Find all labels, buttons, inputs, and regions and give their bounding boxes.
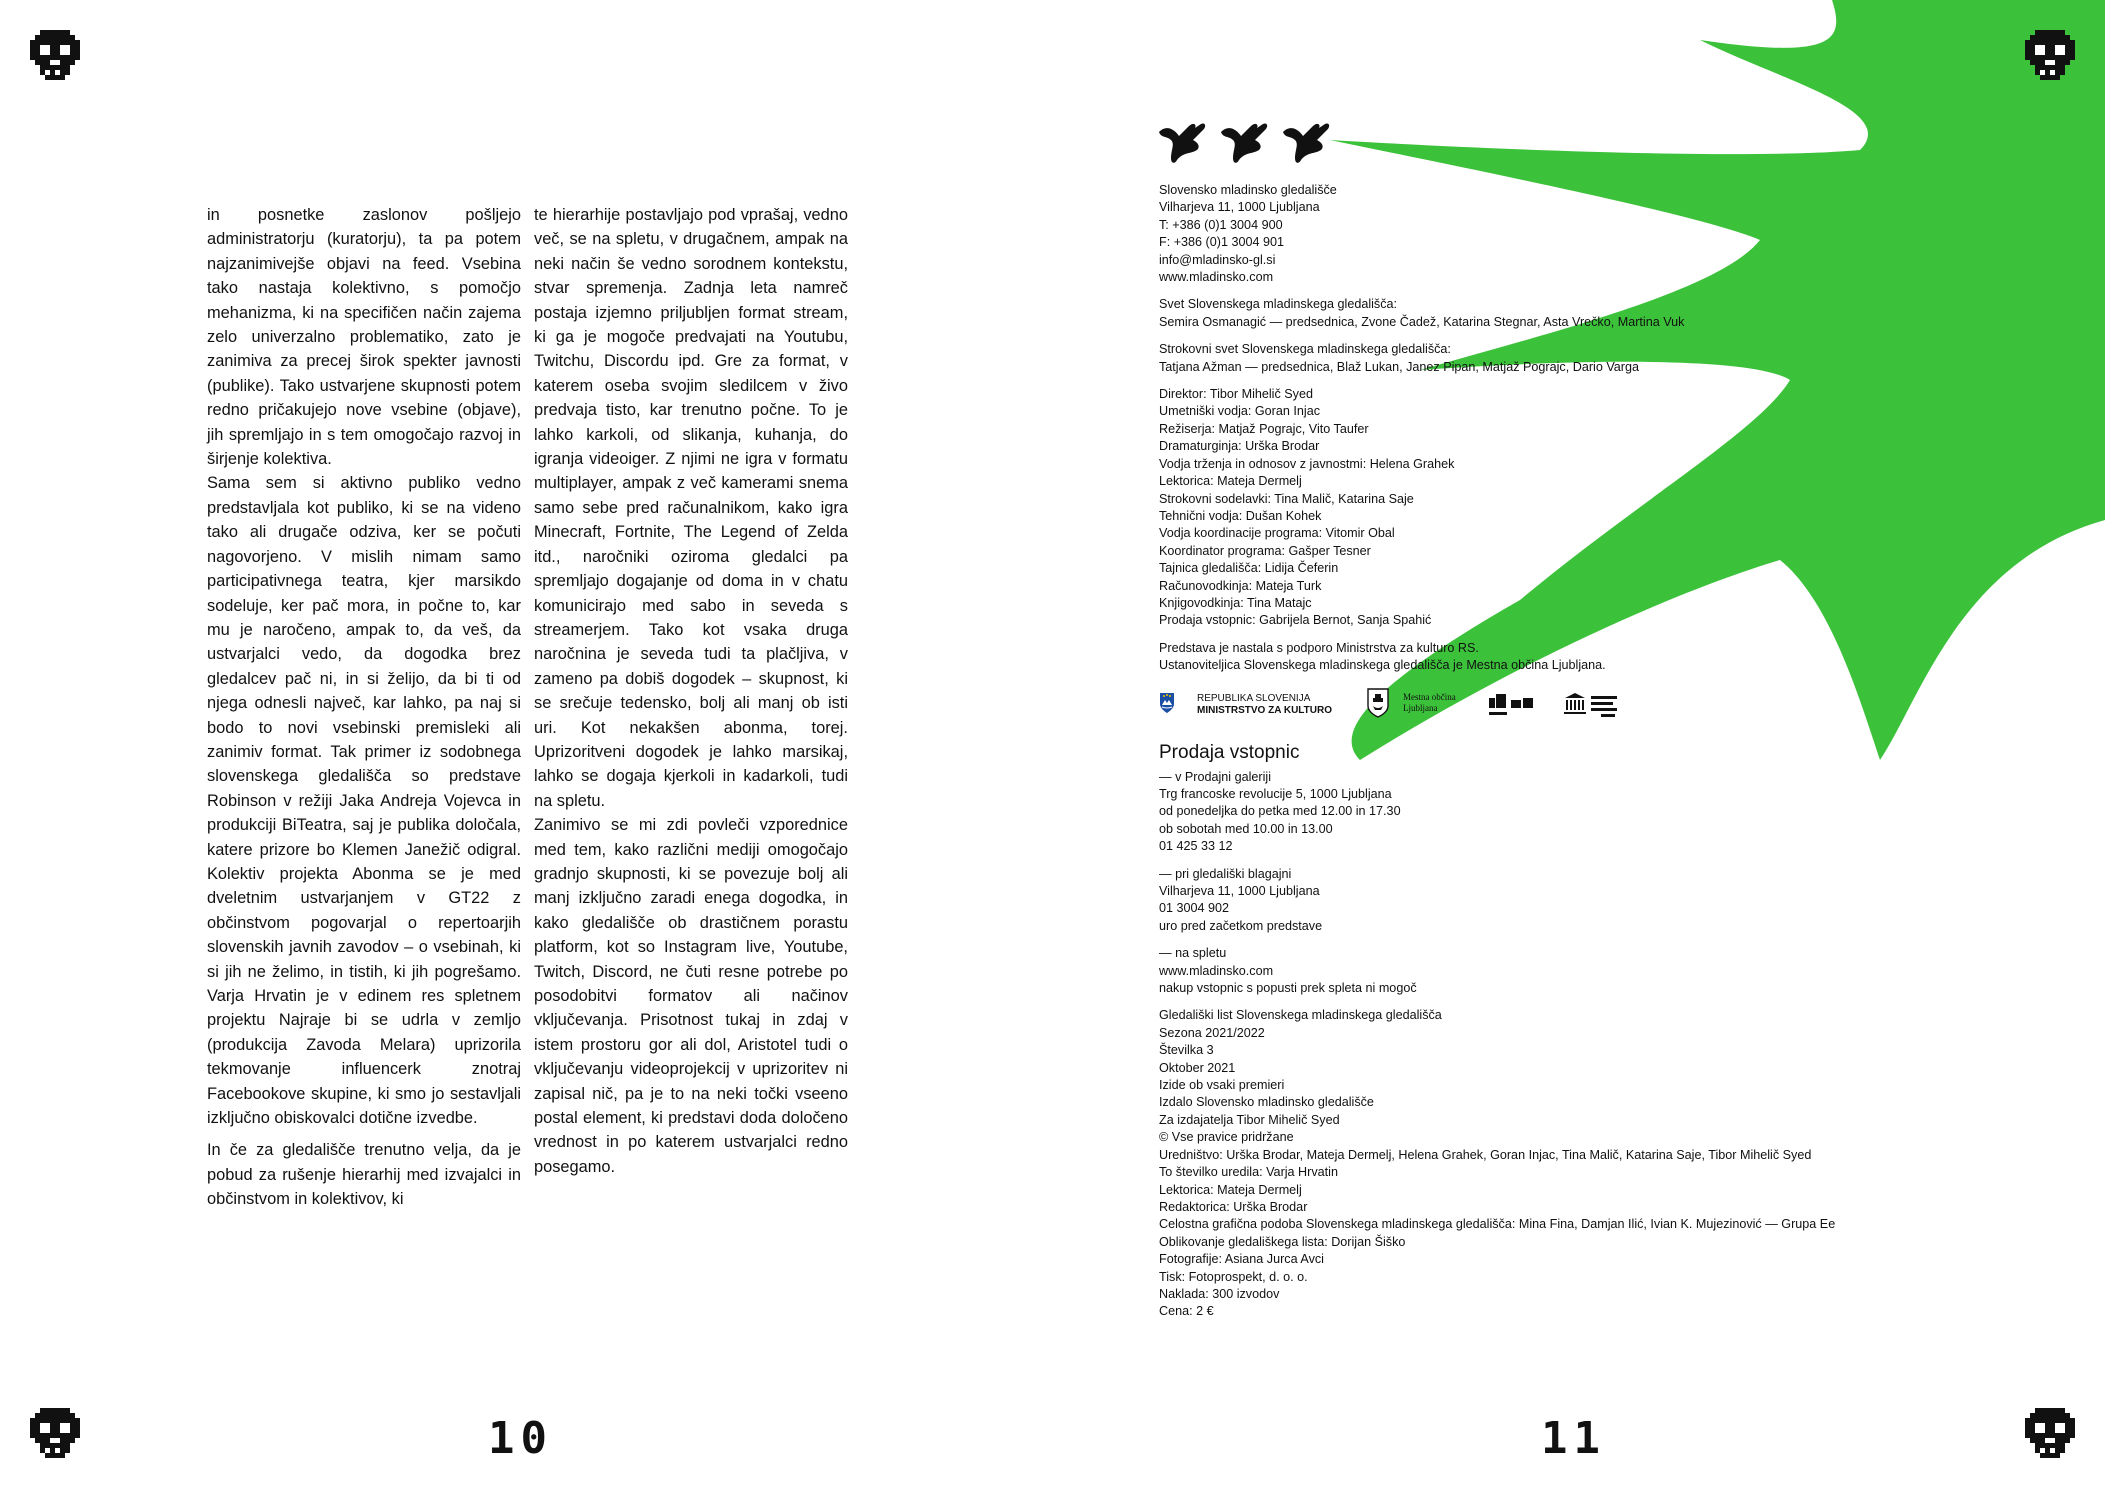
credit-line: Ustanoviteljica Slovenskega mladinskega gledališča je Mestna občina Ljubljana. [1159, 658, 1606, 673]
ministry-line-1: REPUBLIKA SLOVENIJA [1197, 693, 1311, 704]
staff-line: Knjigovodkinja: Tina Matajc [1159, 595, 1312, 610]
imprint-line: © Vse pravice pridržane [1159, 1130, 1294, 1145]
credit-line: — pri gledališki blagajni [1159, 866, 1292, 881]
expert-council-block [1159, 341, 1919, 376]
staff-line: Umetniški vodja: Goran Injac [1159, 404, 1320, 419]
unesco-logo-icon [1563, 692, 1619, 720]
imprint-line: Cena: 2 € [1159, 1304, 1214, 1319]
imprint-line: Izdalo Slovensko mladinsko gledališče [1159, 1095, 1374, 1110]
credit-line: F: +386 (0)1 3004 901 [1159, 235, 1284, 250]
credit-line: uro pred začetkom predstave [1159, 918, 1323, 933]
imprint-line: Za izdajatelja Tibor Mihelič Syed [1159, 1112, 1340, 1127]
page-number-left: 10 [488, 1413, 553, 1464]
credit-line: 01 3004 902 [1159, 901, 1230, 916]
partner-logo-icon [1489, 692, 1535, 718]
tickets-gallery-block [1159, 769, 1919, 856]
website-link[interactable]: www.mladinsko.com [1159, 963, 1274, 978]
city-line-1: Mestna občina [1403, 692, 1456, 702]
paragraph: Zanimivo se mi zdi povleči vzporednice med tem, kako različni mediji omogočajo gradnjo skupnosti, ki se povezuje bolj ali manj izključno zaradi enega dogodka, in kako gledališče ob drastičnem porastu platform, kot so Instagram live, Youtube, Twitch, Discord, ne čuti resne potrebe po posodobitvi formatov ali načinov vključevanja. Prisotnost tukaj in zdaj v istem prostoru gor ali dol, Aristotel tudi o vključevanju videoprojekcij v uprizoritev ni zapisal nič, pa je to na neki točki vseeno postal element, ki predstavi doda določeno vrednost in po katerem ustvarjalci redno posegamo. [534, 816, 848, 1176]
staff-line: Strokovni sodelavki: Tina Malič, Katarina Saje [1159, 491, 1414, 506]
credit-line: Trg francoske revolucije 5, 1000 Ljubljana [1159, 786, 1392, 801]
imprint-line: Uredništvo: Urška Brodar, Mateja Dermelj, Helena Grahek, Goran Injac, Tina Malič, Katarina Saje, Tibor Mihelič Syed [1159, 1147, 1812, 1162]
tickets-boxoffice-block [1159, 866, 1919, 936]
imprint-line: Celostna grafična podoba Slovenskega mladinskega gledališča: Mina Fina, Damjan Ilić, Ivian K. Mujezinović — Grupa Ee [1159, 1217, 1836, 1232]
imprint-line: Redaktorica: Urška Brodar [1159, 1199, 1308, 1214]
credit-line: Semira Osmanagić — predsednica, Zvone Čadež, Katarina Stegnar, Asta Vrečko, Martina Vuk [1159, 314, 1685, 329]
staff-line: Tajnica gledališča: Lidija Čeferin [1159, 561, 1339, 576]
imprint-line: Naklada: 300 izvodov [1159, 1286, 1280, 1301]
credit-line: Strokovni svet Slovenskega mladinskega gledališča: [1159, 342, 1451, 357]
imprint-line: Sezona 2021/2022 [1159, 1025, 1265, 1040]
website-link[interactable]: www.mladinsko.com [1159, 270, 1274, 285]
credits-block [1159, 182, 1919, 1331]
imprint-line: Oblikovanje gledališkega lista: Dorijan Šiško [1159, 1234, 1406, 1249]
ministry-line-2: MINISTRSTVO ZA KULTURO [1197, 705, 1332, 716]
ljubljana-crest-icon [1367, 688, 1389, 718]
staff-line: Lektorica: Mateja Dermelj [1159, 474, 1302, 489]
paragraph: te hierarhije postavljajo pod vprašaj, vedno več, se na spletu, v drugačnem, ampak na neki način še vedno sorodnem kontekstu, stvar spremenja. Zadnja leta namreč postaja izjemno priljubljen format stream, ki ga je mogoče predvajati na Youtubu, Twitchu, Discordu ipd. Gre za format, v katerem oseba svojim sledilcem v živo predvaja tisto, kar trenutno počne. To je lahko karkoli, od slikanja, kuhanja, do igranja videoiger. Z njimi ne igra v formatu multiplayer, ampak z več kamerami snema samo sebe pred računalnikom, kako igra Minecraft, Fortnite, The Legend of Zelda itd., naročniki oziroma gledalci pa spremljajo dogajanje od doma in v chatu komunicirajo med sabo in seveda s streamerjem. Tako kot vsaka druga naročnina je seveda tudi ta plačljiva, v zameno pa dobiš dogodek – skupnost, ki se srečuje tedensko, bolj ali manj ob isti uri. Kot nekakšen abonma, torej. Uprizoritveni dogodek je lahko marsikaj, lahko se dogaja kjerkoli in kadarkoli, tudi na spletu. [534, 206, 848, 810]
imprint-line: Gledališki list Slovenskega mladinskega gledališča [1159, 1008, 1442, 1023]
bird-hand-icon [1159, 123, 1205, 162]
staff-line: Računovodkinja: Mateja Turk [1159, 578, 1322, 593]
imprint-line: Izide ob vsaki premieri [1159, 1078, 1285, 1093]
staff-line: Vodja koordinacije programa: Vitomir Obal [1159, 526, 1395, 541]
credit-line: od ponedeljka do petka med 12.00 in 17.30 [1159, 804, 1401, 819]
sponsor-logos [1159, 688, 1639, 728]
staff-line: Dramaturginja: Urška Brodar [1159, 439, 1320, 454]
imprint-line: Fotografije: Asiana Jurca Avci [1159, 1252, 1324, 1267]
address-block [1159, 182, 1919, 286]
slovenia-crest-icon [1159, 692, 1175, 714]
imprint-line: Oktober 2021 [1159, 1060, 1236, 1075]
tickets-heading: Prodaja vstopnic [1159, 741, 1300, 763]
email-link[interactable]: info@mladinsko-gl.si [1159, 252, 1276, 267]
page-number-right: 11 [1541, 1413, 1606, 1464]
article-column-2 [534, 203, 848, 1179]
council-block [1159, 296, 1919, 331]
city-line-2: Ljubljana [1403, 703, 1438, 713]
credit-line: ob sobotah med 10.00 in 13.00 [1159, 821, 1333, 836]
credit-line: — v Prodajni galeriji [1159, 769, 1271, 784]
bird-hand-icons [1157, 118, 1347, 168]
skull-icon [30, 1408, 80, 1458]
credit-line: Svet Slovenskega mladinskega gledališča: [1159, 297, 1398, 312]
staff-line: Direktor: Tibor Mihelič Syed [1159, 387, 1313, 402]
tickets-online-block [1159, 945, 1919, 997]
imprint-line: Lektorica: Mateja Dermelj [1159, 1182, 1302, 1197]
paragraph: in posnetke zaslonov pošljejo administratorju (kuratorju), ta pa potem najzanimivejše objavi na feed. Vsebina tako nastaja kolektivno, s pomočjo mehanizma, ki na specifičen način zajema zelo univerzalno problematiko, zato je zanimiva za precej širok spekter javnosti (publike). Tako ustvarjene skupnosti potem redno pričakujejo nove vsebine (objave), jih spremljajo in s tem omogočajo razvoj in širjenje kolektiva. [207, 206, 521, 469]
bird-hand-icon [1283, 123, 1329, 162]
credit-line: Slovensko mladinsko gledališče [1159, 183, 1337, 197]
credit-line: Tatjana Ažman — predsednica, Blaž Lukan, Janez Pipan, Matjaž Pograjc, Dario Varga [1159, 359, 1639, 374]
paragraph: In če za gledališče trenutno velja, da je pobud za rušenje hierarhij med izvajalci in občinstvom in kolektivov, ki [207, 1141, 521, 1209]
imprint-line: To številko uredila: Varja Hrvatin [1159, 1165, 1338, 1180]
credit-line: nakup vstopnic s popusti prek spleta ni mogoč [1159, 981, 1417, 996]
imprint-line: Številka 3 [1159, 1043, 1214, 1058]
credit-line: Vilharjeva 11, 1000 Ljubljana [1159, 884, 1320, 898]
credit-line: — na spletu [1159, 946, 1227, 961]
skull-icon [2025, 30, 2075, 80]
skull-icon [30, 30, 80, 80]
staff-line: Koordinator programa: Gašper Tesner [1159, 543, 1371, 558]
credit-line: 01 425 33 12 [1159, 839, 1233, 854]
imprint-block [1159, 1007, 1919, 1320]
support-block [1159, 640, 1919, 675]
skull-icon [2025, 1408, 2075, 1458]
article-column-1 [207, 203, 521, 1212]
credit-line: Predstava je nastala s podporo Ministrstva za kulturo RS. [1159, 640, 1479, 655]
paragraph: Sama sem si aktivno publiko vedno predstavljala kot publiko, ki se na videno tako ali drugače odziva, ker se počuti nagovorjeno. V mislih nimam samo participativnega teatra, kjer marsikdo sodeluje, ker pač mora, in počne to, kar mu je naročeno, ampak to, da veš, da ustvarjalci vedo, da dogodka brez gledalcev pač ni, in si želijo, da bi ti od njega odnesli največ, kar lahko, pa naj si bodo to novi vsebinski premisleki ali zanimiv format. Tak primer iz sodobnega slovenskega gledališča so predstave Robinson v režiji Jaka Andreja Vojevca in produkciji BiTeatra, saj je publika določala, katere prizore bo Klemen Janežič odigral. Kolektiv projekta Abonma se je med dveletnim ustvarjanjem v GT22 z občinstvom pogovarjal o repertoarjih slovenskih javnih zavodov – o vsebinah, ki si jih ne želimo, in tistih, ki jih pogrešamo. Varja Hrvatin je v edinem res spletnem projektu Najraje bi se udrla v zemljo (produkcija Zavoda Melara) uprizorila tekmovanje influencerk znotraj Facebookove skupine, ki smo jo sestavljali izključno obiskovalci dotične izvedbe. [207, 474, 521, 1128]
staff-line: Režiserja: Matjaž Pograjc, Vito Taufer [1159, 421, 1369, 436]
credit-line: T: +386 (0)1 3004 900 [1159, 217, 1283, 232]
bird-hand-icon [1221, 123, 1267, 162]
credit-line: Vilharjeva 11, 1000 Ljubljana [1159, 200, 1320, 215]
staff-line: Tehnični vodja: Dušan Kohek [1159, 508, 1322, 523]
staff-block [1159, 386, 1919, 630]
staff-line: Prodaja vstopnic: Gabrijela Bernot, Sanja Spahić [1159, 613, 1432, 628]
staff-line: Vodja trženja in odnosov z javnostmi: Helena Grahek [1159, 456, 1455, 471]
imprint-line: Tisk: Fotoprospekt, d. o. o. [1159, 1269, 1308, 1284]
